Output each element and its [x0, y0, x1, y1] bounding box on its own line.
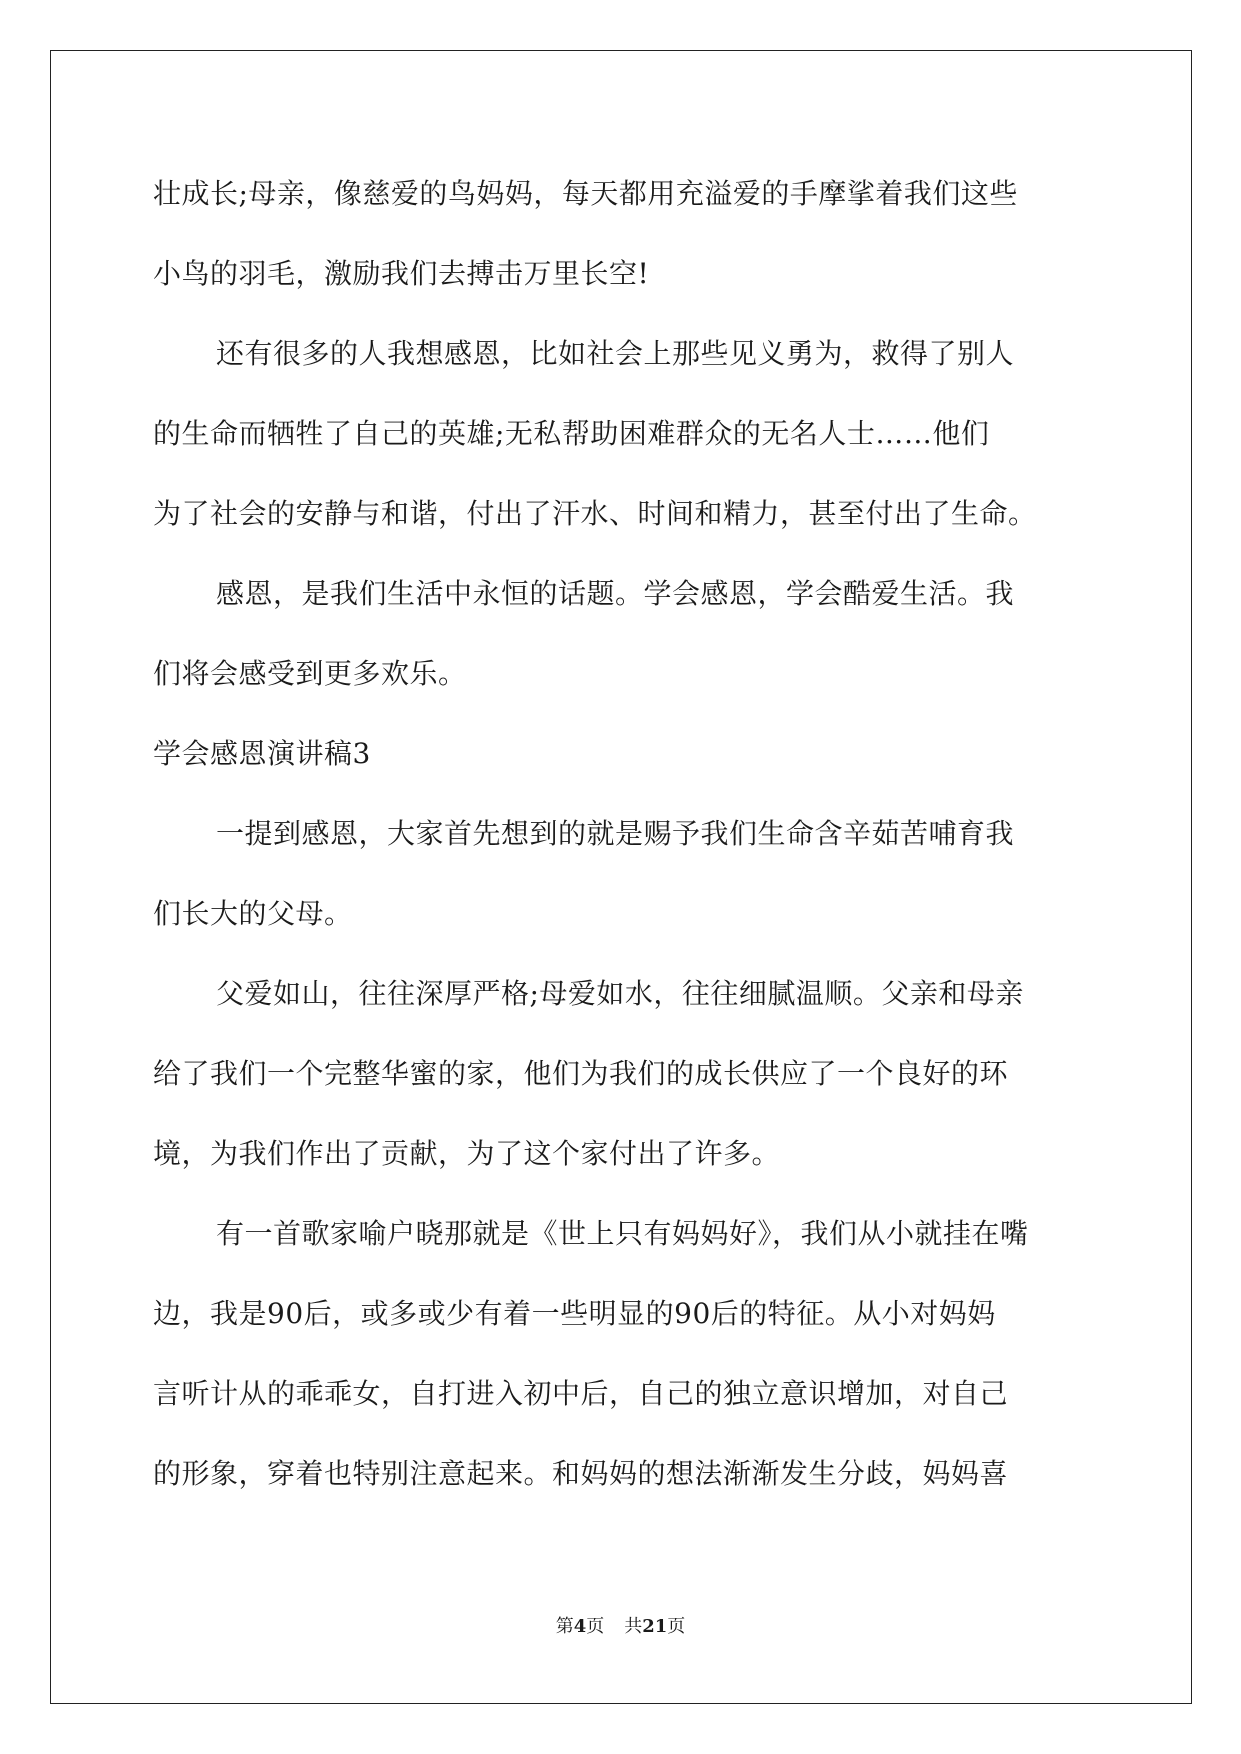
- text-line: 给了我们一个完整华蜜的家，他们为我们的成长供应了一个良好的环: [153, 1057, 1009, 1090]
- text-line: 境，为我们作出了贡献，为了这个家付出了许多。: [153, 1137, 781, 1170]
- footer-total-suffix: 页: [667, 1616, 686, 1637]
- footer-page-suffix: 页: [586, 1616, 605, 1637]
- footer-total-prefix: 共: [624, 1616, 643, 1637]
- text-line: 边，我是90后，或多或少有着一些明显的90后的特征。从小对妈妈: [153, 1297, 996, 1330]
- section-heading: 学会感恩演讲稿3: [153, 737, 371, 770]
- text-line: 小鸟的羽毛，激励我们去搏击万里长空!: [153, 257, 650, 290]
- footer-total-pages: 21: [642, 1616, 668, 1637]
- text-line: 言听计从的乖乖女，自打进入初中后，自己的独立意识增加，对自己: [153, 1377, 1009, 1410]
- text-line: 的形象，穿着也特别注意起来。和妈妈的想法渐渐发生分歧，妈妈喜: [153, 1457, 1009, 1490]
- paragraph-start-line: 有一首歌家喻户晓那就是《世上只有妈妈好》，我们从小就挂在嘴: [216, 1217, 1029, 1250]
- page-footer: [0, 1612, 1241, 1638]
- text-line: 壮成长;母亲，像慈爱的鸟妈妈，每天都用充溢爱的手摩挲着我们这些: [153, 177, 1018, 210]
- text-line: 们长大的父母。: [153, 897, 353, 930]
- text-line: 的生命而牺牲了自己的英雄;无私帮助困难群众的无名人士……他们: [153, 417, 990, 450]
- paragraph-start-line: 父爱如山，往往深厚严格;母爱如水，往往细腻温顺。父亲和母亲: [216, 977, 1024, 1010]
- text-line: 为了社会的安静与和谐，付出了汗水、时间和精力，甚至付出了生命。: [153, 497, 1037, 530]
- document-body: [153, 154, 1093, 1514]
- paragraph-start-line: 感恩，是我们生活中永恒的话题。学会感恩，学会酷爱生活。我: [216, 577, 1015, 610]
- footer-page-number: 4: [573, 1616, 587, 1637]
- paragraph-start-line: 还有很多的人我想感恩，比如社会上那些见义勇为，救得了别人: [216, 337, 1015, 370]
- text-line: 们将会感受到更多欢乐。: [153, 657, 467, 690]
- paragraph-start-line: 一提到感恩，大家首先想到的就是赐予我们生命含辛茹苦哺育我: [216, 817, 1015, 850]
- footer-page-prefix: 第: [555, 1616, 574, 1637]
